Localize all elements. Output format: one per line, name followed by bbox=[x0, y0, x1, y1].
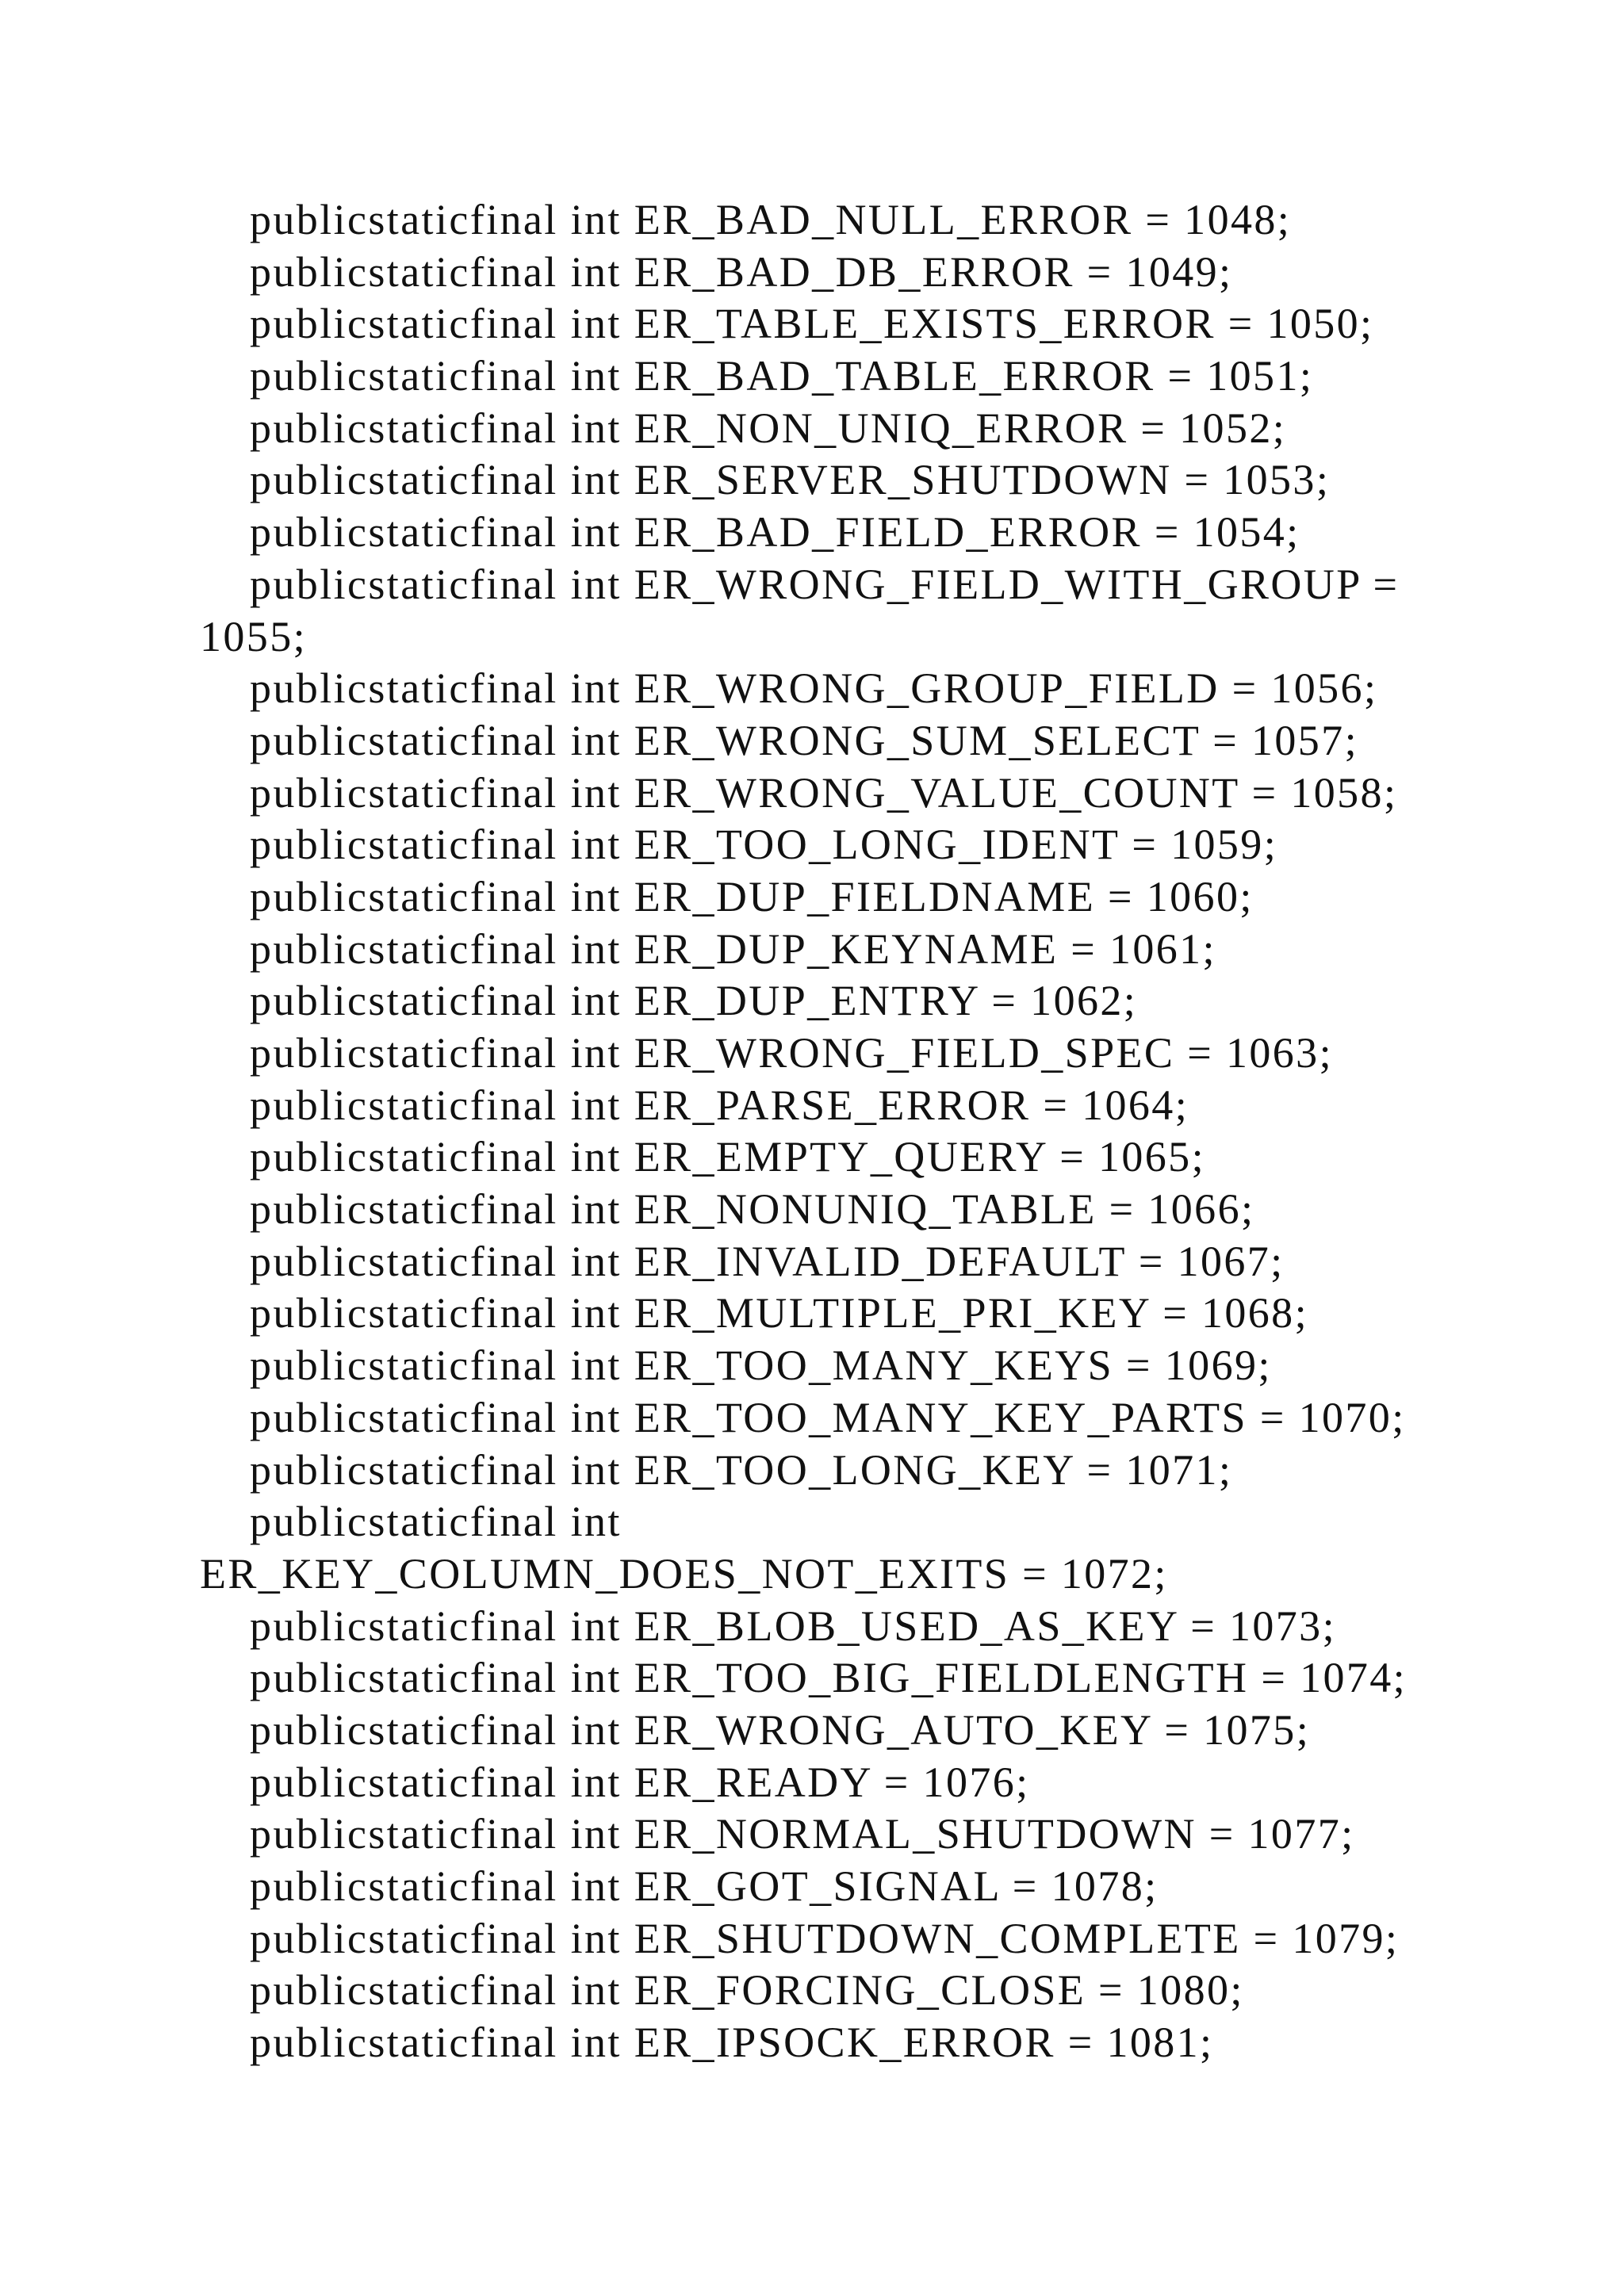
code-line: publicstaticfinal int ER_READY = 1076; bbox=[250, 1758, 1030, 1806]
code-line: publicstaticfinal int ER_TABLE_EXISTS_ERROR = 1050; bbox=[250, 300, 1374, 348]
code-line-continuation: 1055; bbox=[200, 612, 308, 660]
code-line: publicstaticfinal int ER_DUP_FIELDNAME = 1060; bbox=[250, 872, 1254, 920]
code-line: publicstaticfinal int ER_NONUNIQ_TABLE = 1066; bbox=[250, 1185, 1255, 1234]
code-line: publicstaticfinal int ER_FORCING_CLOSE = 1080; bbox=[250, 1966, 1244, 2015]
code-line: publicstaticfinal int ER_TOO_MANY_KEY_PARTS = 1070; bbox=[250, 1393, 1406, 1441]
code-line: publicstaticfinal int ER_TOO_MANY_KEYS = 1069; bbox=[250, 1341, 1272, 1390]
code-line: publicstaticfinal int ER_BAD_FIELD_ERROR = 1054; bbox=[250, 508, 1300, 557]
code-line: publicstaticfinal int ER_WRONG_SUM_SELECT = 1057; bbox=[250, 716, 1358, 764]
code-line: publicstaticfinal int ER_TOO_LONG_IDENT = 1059; bbox=[250, 821, 1278, 869]
code-line: publicstaticfinal int ER_DUP_KEYNAME = 1061; bbox=[250, 924, 1216, 973]
code-line: publicstaticfinal int ER_BLOB_USED_AS_KEY = 1073; bbox=[250, 1601, 1336, 1650]
code-line: publicstaticfinal int ER_INVALID_DEFAULT = 1067; bbox=[250, 1237, 1285, 1285]
code-line: publicstaticfinal int ER_BAD_TABLE_ERROR = 1051; bbox=[250, 352, 1314, 400]
code-line: publicstaticfinal int ER_TOO_BIG_FIELDLENGTH = 1074; bbox=[250, 1654, 1408, 1702]
code-line: publicstaticfinal int ER_WRONG_AUTO_KEY = 1075; bbox=[250, 1705, 1311, 1754]
code-line: publicstaticfinal int ER_BAD_NULL_ERROR = 1048; bbox=[250, 196, 1292, 243]
code-line: publicstaticfinal int ER_SERVER_SHUTDOWN = 1053; bbox=[250, 456, 1331, 504]
code-line: publicstaticfinal int ER_NORMAL_SHUTDOWN = 1077; bbox=[250, 1810, 1355, 1858]
code-line: publicstaticfinal int ER_NON_UNIQ_ERROR = 1052; bbox=[250, 404, 1287, 452]
code-line: publicstaticfinal int ER_WRONG_VALUE_COUNT = 1058; bbox=[250, 768, 1398, 817]
code-line: publicstaticfinal int ER_MULTIPLE_PRI_KEY = 1068; bbox=[250, 1289, 1308, 1337]
code-line: publicstaticfinal int ER_DUP_ENTRY = 1062; bbox=[250, 977, 1138, 1025]
code-line: publicstaticfinal int ER_IPSOCK_ERROR = 1081; bbox=[250, 2019, 1214, 2067]
code-line: publicstaticfinal int ER_WRONG_FIELD_WITH_GROUP = bbox=[250, 560, 1400, 608]
code-line: publicstaticfinal int ER_WRONG_GROUP_FIELD = 1056; bbox=[250, 664, 1378, 713]
code-line-continuation: ER_KEY_COLUMN_DOES_NOT_EXITS = 1072; bbox=[200, 1549, 1168, 1598]
code-line: publicstaticfinal int ER_SHUTDOWN_COMPLETE = 1079; bbox=[250, 1914, 1400, 1962]
code-listing bbox=[200, 194, 1437, 2069]
code-line: publicstaticfinal int ER_WRONG_FIELD_SPEC = 1063; bbox=[250, 1029, 1333, 1077]
code-line: publicstaticfinal int ER_EMPTY_QUERY = 1065; bbox=[250, 1133, 1205, 1181]
code-line: publicstaticfinal int ER_TOO_LONG_KEY = 1071; bbox=[250, 1445, 1233, 1494]
code-line: publicstaticfinal int ER_BAD_DB_ERROR = 1049; bbox=[250, 247, 1233, 296]
code-line: publicstaticfinal int ER_GOT_SIGNAL = 1078; bbox=[250, 1862, 1159, 1910]
code-line: publicstaticfinal int bbox=[250, 1498, 622, 1546]
code-line: publicstaticfinal int ER_PARSE_ERROR = 1064; bbox=[250, 1081, 1189, 1129]
